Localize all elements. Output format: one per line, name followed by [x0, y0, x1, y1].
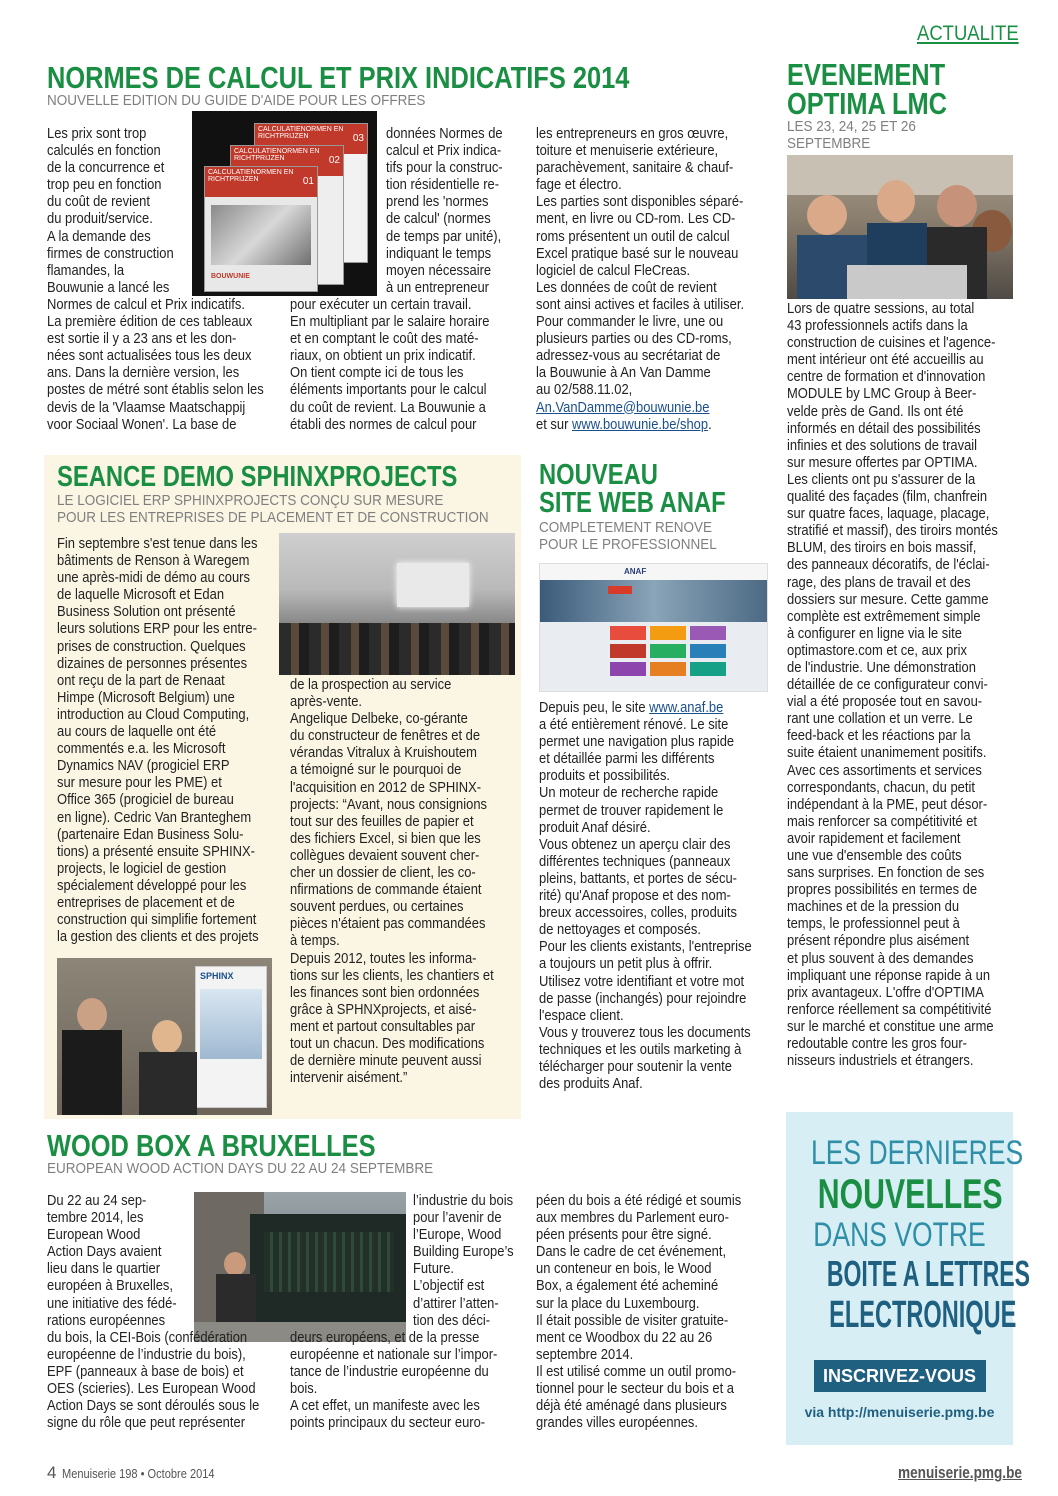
- text-line: entreprises de placement et de: [57, 894, 235, 911]
- text-line: européenne de l’industrie du bois),: [47, 1347, 246, 1364]
- text-line: qualité des façades (film, chanfrein: [787, 489, 988, 506]
- text-line: Action Days avaient: [47, 1244, 162, 1261]
- text-line: parachèvement, sanitaire & chauf-: [536, 160, 734, 177]
- text-line: En multipliant par le salaire horaire: [290, 314, 490, 331]
- text-line: de passe (inchangés) pour rejoindre: [539, 990, 747, 1007]
- text-line: prix avantageux. L'offre d'OPTIMA: [787, 984, 984, 1001]
- text-line: et en comptant le coût des maté-: [290, 331, 479, 348]
- text-line: mais renforcer sa compétitivité et: [787, 813, 978, 830]
- text-line: a été entièrement rénové. Le site: [539, 717, 729, 734]
- article-title: NORMES DE CALCUL ET PRIX INDICATIFS 2014: [47, 60, 630, 95]
- text-line: L’objectif est: [413, 1278, 485, 1295]
- text-line: [539, 700, 752, 717]
- text-line: indépendant à la PME, peut désor-: [787, 796, 988, 813]
- optima-event-photo: [787, 155, 1013, 299]
- text-line: nfirmations de commande étaient: [290, 882, 482, 899]
- article1-col1-bottom: [47, 297, 264, 434]
- subtitle-line: POUR LES ENTREPRISES DE PLACEMENT ET DE CONSTRUCTION: [57, 509, 489, 526]
- article-subtitle: [787, 118, 916, 152]
- text-line: tionnel pour le secteur du bois et a: [536, 1381, 734, 1398]
- text-line: 43 professionnels actifs dans la: [787, 318, 968, 335]
- text-line: On tient compte ici de tous les: [290, 365, 464, 382]
- text-line: informés en détail des possibilités: [787, 420, 981, 437]
- text-line: de la concurrence et: [47, 160, 165, 177]
- article5-col2-bottom: [290, 1330, 497, 1433]
- text-line: Du 22 au 24 sep-: [47, 1193, 147, 1209]
- text-line: redoutable contre les gros four-: [787, 1036, 967, 1053]
- cover-number: 01: [302, 176, 314, 187]
- text-line: Pour commander le livre, une ou: [536, 314, 724, 331]
- text-line: télécharger pour soutenir la vente: [539, 1058, 732, 1075]
- text-line: bois.: [290, 1381, 318, 1398]
- text-line: Fin septembre s'est tenue dans les: [57, 536, 258, 552]
- text-line: nées sont actualisées tous les deux: [47, 348, 252, 365]
- subtitle-line: LES 23, 24, 25 ET 26: [787, 118, 916, 135]
- text-line: dossiers sur mesure. Cette gamme: [787, 591, 989, 608]
- text-line: Utilisez votre identifiant et votre mot: [539, 973, 745, 990]
- text-line: en ligne). Cedric Van Branteghem: [57, 809, 252, 826]
- text-line: nisseurs industriels et étrangers.: [787, 1053, 974, 1070]
- text-line: tout sur des feuilles de papier et: [290, 813, 474, 830]
- text-line: Lors de quatre sessions, au total: [787, 301, 975, 317]
- text-line: tout un chacun. Des modifications: [290, 1035, 485, 1052]
- text-line: devis de la 'Vlaamse Maatschappij: [47, 399, 246, 416]
- text-line: du bois, la CEI-Bois (confédération: [47, 1330, 248, 1346]
- text-line: Business Solution ont présenté: [57, 604, 236, 621]
- text-line: une vue d'ensemble des coûts: [787, 848, 962, 864]
- text-line: des produits Anaf.: [539, 1076, 643, 1093]
- text-line: l’Europe, Wood: [413, 1227, 502, 1244]
- guide-covers-image: [192, 111, 377, 296]
- article5-col1-top: [47, 1193, 177, 1330]
- text-line: intervenir aisément.”: [290, 1070, 408, 1087]
- text-line: grandes villes européennes.: [536, 1415, 699, 1432]
- text-line: OES (scieries). Les European Wood: [47, 1381, 256, 1398]
- ad-line: LES DERNIERES: [810, 1134, 1024, 1172]
- text-line: suite étaient unanimement positifs.: [787, 745, 987, 762]
- text-line: Les parties sont disponibles séparé-: [536, 194, 744, 211]
- text-line: indiquant le temps: [386, 245, 492, 262]
- text-line: l’industrie du bois: [413, 1193, 514, 1209]
- ad-line: DANS VOTRE: [813, 1216, 986, 1254]
- text-line: de calcul' (normes: [386, 211, 491, 228]
- text-line: moyen nécessaire: [386, 262, 492, 279]
- ad-url: via http://menuiserie.pmg.be: [804, 1404, 995, 1420]
- text-line: European Wood: [47, 1227, 141, 1244]
- article-subtitle: NOUVELLE EDITION DU GUIDE D'AIDE POUR LES OFFRES: [47, 92, 426, 109]
- title-line: OPTIMA LMC: [787, 86, 948, 121]
- text-line: ans. Dans la dernière version, les: [47, 365, 240, 382]
- text-line: du coût de revient: [47, 194, 150, 211]
- text-line: au cours de laquelle ont été: [57, 724, 217, 741]
- article1-col3: [536, 126, 744, 434]
- article1-col2-bottom: [290, 297, 489, 434]
- text-line: a toujours un petit plus à offrir.: [539, 956, 713, 973]
- section-label: ACTUALITE: [917, 22, 1019, 45]
- title-line: SITE WEB ANAF: [539, 487, 726, 519]
- text-line: deurs européens, et de la presse: [290, 1330, 480, 1346]
- text-line: Les données de coût de revient: [536, 279, 717, 296]
- text-line: et détaillée parmi les différents: [539, 751, 715, 768]
- text-line: optimastore.com et ce, aux prix: [787, 642, 967, 659]
- text-line: tions sur les clients, les chantiers et: [290, 967, 494, 984]
- text-line: ont reçu de la part de Renaat: [57, 672, 225, 689]
- text-line: EPF (panneaux à base de bois) et: [47, 1364, 244, 1381]
- text-line: centre de formation et d'innovation: [787, 369, 986, 386]
- text-line: velde près de Gand. Ils ont été: [787, 403, 964, 420]
- shop-line: [536, 417, 744, 434]
- text-line: temps, le professionnel peut à: [787, 916, 960, 933]
- text-line: adressez-vous au secrétariat de: [536, 348, 721, 365]
- text-prefix: Depuis peu, le site: [539, 700, 650, 716]
- text-line: les finances sont bien ordonnées: [290, 984, 480, 1001]
- text-line: prend les 'normes: [386, 194, 489, 211]
- site-url[interactable]: menuiserie.pmg.be: [898, 1463, 1022, 1482]
- article3-col2: [290, 677, 494, 1087]
- text-line: collègues devaient souvent cher-: [290, 847, 480, 864]
- text-line: une initiative des fédé-: [47, 1295, 177, 1312]
- anaf-link[interactable]: www.anaf.be: [649, 700, 724, 716]
- text-line: tions) a présenté ensuite SPHINX-: [57, 843, 255, 860]
- text-line: déjà été aménagé dans plusieurs: [536, 1398, 727, 1415]
- text-line: propres possibilités en termes de: [787, 882, 978, 899]
- text-line: de nettoyages et composés.: [539, 922, 701, 939]
- text-line: Les clients ont pu s'assurer de la: [787, 471, 976, 488]
- text-line: points principaux du secteur euro-: [290, 1415, 486, 1432]
- text-line: logiciel de calcul FleCreas.: [536, 262, 691, 279]
- text-line: pour l’avenir de: [413, 1210, 502, 1227]
- text-line: la Bouwunie à An Van Damme: [536, 365, 711, 382]
- newsletter-ad[interactable]: [786, 1112, 1030, 1445]
- text-line: Excel pratique basé sur le nouveau: [536, 245, 739, 262]
- text-line: du constructeur de fenêtres et de: [290, 728, 481, 745]
- text-line: pour exécuter un certain travail.: [290, 297, 472, 313]
- text-line: trop peu en fonction: [47, 177, 162, 194]
- text-line: Il est utilisé comme un outil promo-: [536, 1363, 737, 1380]
- text-line: sur la place du Luxembourg.: [536, 1295, 700, 1312]
- text-line: grâce à SPHNXprojects, et aisé-: [290, 1001, 477, 1018]
- text-line: rité) qu'Anaf propose et des nom-: [539, 888, 731, 905]
- shop-suffix: .: [708, 416, 712, 433]
- article-title: [539, 461, 726, 517]
- text-line: tembre 2014, les: [47, 1210, 144, 1227]
- text-line: projects: “Avant, nous consignions: [290, 796, 488, 813]
- text-line: Future.: [413, 1261, 455, 1278]
- text-line: machines et de la pression du: [787, 899, 960, 916]
- text-line: A la demande des: [47, 228, 151, 245]
- article4-body: [539, 700, 752, 1093]
- text-line: ment, en livre ou CD-rom. Les CD-: [536, 211, 736, 228]
- text-line: des fichiers Excel, si bien que les: [290, 830, 481, 847]
- text-line: pleins, battants, et portes de sécu-: [539, 870, 737, 887]
- text-line: calcul et Prix indica-: [386, 143, 502, 160]
- text-line: l'espace client.: [539, 1007, 624, 1024]
- text-line: riaux, on obtient un prix indicatif.: [290, 348, 476, 365]
- text-line: tion résidentielle re-: [386, 177, 500, 194]
- text-line: breux accessoires, colles, produits: [539, 905, 737, 922]
- brand-logo: BOUWUNIE: [211, 273, 250, 280]
- subtitle-line: SEPTEMBRE: [787, 135, 871, 152]
- issue-info: Menuiserie 198 • Octobre 2014: [62, 1466, 215, 1481]
- text-line: permet de trouver rapidement le: [539, 802, 724, 819]
- text-line: Pour les clients existants, l'entreprise: [539, 939, 752, 956]
- text-line: détaillée de ce configurateur convi-: [787, 677, 988, 694]
- text-line: MODULE by LMC Group à Beer-: [787, 386, 977, 403]
- text-line: a témoigné sur le pourquoi de: [290, 762, 462, 779]
- text-line: tifs pour la construc-: [386, 160, 503, 177]
- text-line: signe du rôle que peut représenter: [47, 1415, 246, 1432]
- ad-line: BOITE A LETTRES: [826, 1253, 1030, 1294]
- text-line: voor Sociaal Wonen'. La base de: [47, 416, 237, 433]
- text-line: pièces n'étaient pas commandées: [290, 916, 486, 933]
- text-line: vial a été proposée tout en savou-: [787, 694, 983, 711]
- text-line: commentés e.a. les Microsoft: [57, 741, 226, 758]
- text-line: lieu dans le quartier: [47, 1261, 161, 1278]
- text-line: données Normes de: [386, 126, 503, 142]
- subscribe-button[interactable]: INSCRIVEZ-VOUS: [814, 1360, 986, 1392]
- text-line: renforce réellement sa compétitivité: [787, 1001, 992, 1018]
- text-line: européen à Bruxelles,: [47, 1278, 173, 1295]
- article-subtitle: [539, 519, 717, 553]
- text-line: à un entrepreneur: [386, 279, 489, 296]
- text-line: complète est extrêmement simple: [787, 608, 981, 625]
- text-line: avoir rapidement et facilement: [787, 830, 961, 847]
- text-line: Vous y trouverez tous les documents: [539, 1024, 751, 1041]
- text-line: spécialement développé pour les: [57, 877, 247, 894]
- text-line: européenne et nationale sur l’impor-: [290, 1347, 498, 1364]
- article-title: WOOD BOX A BRUXELLES: [47, 1128, 376, 1163]
- article-subtitle: [57, 492, 489, 526]
- text-line: toiture et menuiserie extérieure,: [536, 143, 719, 160]
- demo-presentation-photo: [279, 533, 515, 675]
- text-line: ment ce Woodbox du 22 au 26: [536, 1329, 713, 1346]
- text-line: au 02/588.11.02,: [536, 382, 633, 399]
- text-line: introduction au Cloud Computing,: [57, 706, 250, 723]
- article5-col1-bottom: [47, 1330, 259, 1433]
- cover-number: 02: [328, 155, 340, 166]
- article5-col3: [536, 1193, 741, 1432]
- text-line: calculés en fonction: [47, 143, 161, 160]
- text-line: à configurer en ligne via le site: [787, 625, 962, 642]
- text-line: de l'industrie. Une démonstration: [787, 659, 976, 676]
- text-line: Dynamics NAV (progiciel ERP: [57, 758, 230, 775]
- text-line: leurs solutions ERP pour les entre-: [57, 621, 257, 638]
- sphinx-stand-photo: [57, 958, 272, 1115]
- ad-line: ELECTRONIQUE: [829, 1294, 1017, 1336]
- article5-col2-top: [413, 1193, 514, 1330]
- cover-number: 03: [352, 133, 364, 144]
- text-line: produit Anaf désiré.: [539, 819, 651, 836]
- text-line: septembre 2014.: [536, 1346, 634, 1363]
- text-line: vérandas Vitralux à Kruishoutem: [290, 745, 477, 762]
- text-line: Angelique Delbeke, co-gérante: [290, 711, 468, 728]
- text-line: Building Europe’s: [413, 1244, 514, 1261]
- text-line: tion des déci-: [413, 1312, 491, 1329]
- text-line: la gestion des clients et des projets: [57, 929, 259, 946]
- cover-label: CALCULATIENORMEN EN RICHTPRIJZEN: [258, 126, 344, 140]
- text-line: de la prospection au service: [290, 677, 452, 693]
- text-line: permet une navigation plus rapide: [539, 734, 735, 751]
- sphinx-banner: SPHINX: [200, 971, 234, 981]
- text-line: des panneaux décoratifs, de l'éclai-: [787, 557, 990, 574]
- page-number: 4: [47, 1463, 57, 1482]
- title-line: NOUVEAU: [539, 459, 658, 491]
- text-line: Les prix sont trop: [47, 126, 147, 142]
- subtitle-line: COMPLETEMENT RENOVE: [539, 519, 713, 536]
- text-line: construction qui simplifie fortement: [57, 912, 257, 929]
- text-line: éléments importants pour le calcul: [290, 382, 487, 399]
- text-line: impliquant une réponse rapide à un: [787, 967, 991, 984]
- text-line: différentes techniques (panneaux: [539, 853, 731, 870]
- text-line: roms présentent un outil de calcul: [536, 228, 730, 245]
- shop-link[interactable]: www.bouwunie.be/shop: [572, 416, 709, 433]
- text-line: une après-midi de démo au cours: [57, 570, 250, 587]
- text-line: sont ainsi actives et faciles à utiliser.: [536, 296, 745, 313]
- article-title: SEANCE DEMO SPHINXPROJECTS: [57, 461, 458, 493]
- text-line: sur mesure offertes par OPTIMA.: [787, 454, 978, 471]
- text-line: Box, a également été acheminé: [536, 1278, 719, 1295]
- text-line: cher un dossier de client, les co-: [290, 865, 476, 882]
- text-line: d’attirer l’atten-: [413, 1295, 499, 1312]
- article-title: [787, 57, 948, 121]
- text-line: prises de construction. Quelques: [57, 638, 246, 655]
- text-line: Himpe (Microsoft Belgium) une: [57, 689, 235, 706]
- anaf-logo: ANAF: [624, 567, 647, 576]
- email-link[interactable]: An.VanDamme@bouwunie.be: [536, 399, 710, 416]
- text-line: péen du bois a été rédigé et soumis: [536, 1193, 742, 1209]
- text-line: techniques et les outils marketing à: [539, 1041, 742, 1058]
- text-line: du coût de revient. La Bouwunie a: [290, 399, 486, 416]
- text-line: aux membres du Parlement euro-: [536, 1210, 729, 1227]
- text-line: dizaines de personnes présentes: [57, 655, 248, 672]
- text-line: (partenaire Edan Business Solu-: [57, 826, 244, 843]
- text-line: de temps par unité),: [386, 228, 502, 245]
- text-line: à temps.: [290, 933, 340, 950]
- text-line: infinies et des solutions de travail: [787, 437, 978, 454]
- text-line: sur quatre faces, laquage, placage,: [787, 506, 990, 523]
- text-line: de laquelle Microsoft et Edan: [57, 587, 225, 604]
- text-line: La première édition de ces tableaux: [47, 314, 253, 331]
- text-line: Vous obtenez un aperçu clair des: [539, 836, 731, 853]
- subtitle-line: LE LOGICIEL ERP SPHINXPROJECTS CONÇU SUR MESURE: [57, 492, 444, 509]
- text-line: stratifié et massif), des tiroirs montés: [787, 523, 998, 540]
- text-line: produits et possibilités.: [539, 768, 671, 785]
- text-line: sans surprises. En fonction de ses: [787, 865, 985, 882]
- text-line: Action Days se sont déroulés sous le: [47, 1398, 260, 1415]
- text-line: firmes de construction: [47, 245, 174, 262]
- text-line: BLUM, des tiroirs en bois massif,: [787, 540, 977, 557]
- text-line: souvent perdues, ou certaines: [290, 899, 464, 916]
- anaf-website-screenshot: [539, 563, 768, 692]
- cover-label: CALCULATIENORMEN EN RICHTPRIJZEN: [208, 169, 294, 183]
- text-line: feed-back et les réactions par la: [787, 728, 971, 745]
- text-line: Avec ces assortiments et services: [787, 762, 982, 779]
- text-line: A cet effet, un manifeste avec les: [290, 1398, 480, 1415]
- text-line: Il était possible de visiter gratuite-: [536, 1312, 729, 1329]
- subtitle-line: POUR LE PROFESSIONNEL: [539, 536, 717, 553]
- text-line: est sortie il y a 23 ans et les don-: [47, 331, 237, 348]
- ad-line: NOUVELLES: [817, 1170, 1003, 1217]
- text-line: postes de métré sont établis selon les: [47, 382, 264, 399]
- text-line: Depuis 2012, toutes les informa-: [290, 950, 477, 967]
- text-line: flamandes, la: [47, 262, 125, 279]
- text-line: Un moteur de recherche rapide: [539, 785, 719, 802]
- cover-label: CALCULATIENORMEN EN RICHTPRIJZEN: [234, 148, 320, 162]
- text-line: projects, le logiciel de gestion: [57, 860, 227, 877]
- text-line: plusieurs parties ou des CD-roms,: [536, 331, 732, 348]
- text-line: du produit/service.: [47, 211, 153, 228]
- text-line: un conteneur en bois, le Wood: [536, 1261, 712, 1278]
- text-line: péen présents pour être signé.: [536, 1227, 712, 1244]
- text-line: établi des normes de calcul pour: [290, 416, 477, 433]
- text-line: Bouwunie a lancé les: [47, 279, 170, 296]
- text-line: rant une collation et un verre. Le: [787, 711, 973, 728]
- text-line: construction de cuisines et l'agence-: [787, 335, 996, 352]
- text-line: de dernière minute peuvent aussi: [290, 1053, 482, 1070]
- article3-col1: [57, 536, 259, 946]
- wood-box-photo: [194, 1192, 406, 1342]
- text-line: tance de l’industrie européenne du: [290, 1364, 489, 1381]
- article2-body: [787, 301, 998, 1070]
- text-line: sur le marché et constitue une arme: [787, 1018, 994, 1035]
- text-line: ment et partout consultables par: [290, 1018, 476, 1035]
- text-line: bâtiments de Renson à Waregem: [57, 553, 250, 570]
- text-line: correspondants, chacun, du petit: [787, 779, 975, 796]
- text-line: les entrepreneurs en gros œuvre,: [536, 126, 729, 142]
- text-line: Office 365 (progiciel de bureau: [57, 792, 234, 809]
- text-line: présent répondre plus aisément: [787, 933, 970, 950]
- text-line: ment intérieur ont été accueillis au: [787, 352, 984, 369]
- title-line: EVENEMENT: [787, 57, 946, 92]
- text-line: Normes de calcul et Prix indicatifs.: [47, 297, 245, 313]
- text-line: sur mesure pour les PME) et: [57, 775, 222, 792]
- article1-col1-top: [47, 126, 174, 297]
- text-line: rations européennes: [47, 1312, 166, 1329]
- shop-prefix: et sur: [536, 416, 572, 433]
- text-line: et plus souvent à des demandes: [787, 950, 974, 967]
- article1-col2-top: [386, 126, 503, 297]
- text-line: Dans le cadre de cet événement,: [536, 1244, 727, 1261]
- article-subtitle: EUROPEAN WOOD ACTION DAYS DU 22 AU 24 SEPTEMBRE: [47, 1160, 434, 1177]
- text-line: l'acquisition en 2012 de SPHINX-: [290, 779, 482, 796]
- text-line: fage et électro.: [536, 177, 622, 194]
- text-line: après-vente.: [290, 694, 362, 711]
- text-line: rage, des plans de travail et des: [787, 574, 971, 591]
